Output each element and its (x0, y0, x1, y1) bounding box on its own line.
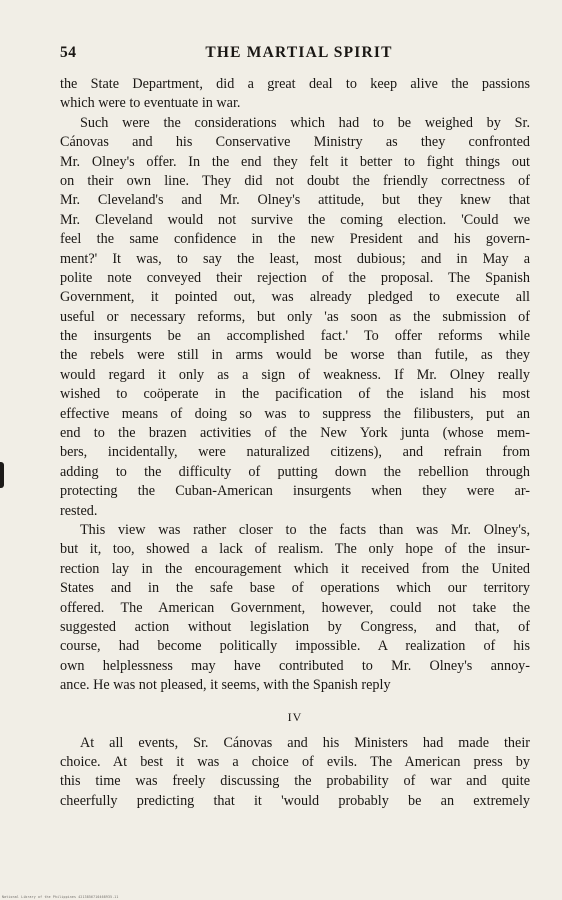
body-text (60, 75, 530, 811)
paragraph (60, 734, 530, 812)
text-line: end to the brazen activities of the New York junta (whose mem- (60, 425, 530, 442)
scan-edge-mark (0, 462, 4, 488)
text-line: wished to coöperate in the pacification of the island his most (60, 386, 530, 403)
text-line: This view was rather closer to the facts than was Mr. Olney's, (80, 521, 530, 538)
text-line: effective means of doing so was to suppress the filibusters, put an (60, 405, 530, 422)
scan-credit: National Library of the Philippines 4213856710468935.11 (2, 895, 119, 899)
text-line: useful or necessary reforms, but only 'as soon as the submission of (60, 308, 530, 325)
text-line: choice. At best it was a choice of evils. The American press by (60, 753, 530, 770)
text-line: polite note conveyed their rejection of the proposal. The Spanish (60, 269, 530, 286)
text-line: own helplessness may have contributed to Mr. Olney's annoy- (60, 657, 530, 674)
page-number: 54 (60, 44, 77, 61)
paragraph (60, 75, 530, 114)
page-header (60, 44, 528, 66)
text-line: rested. (60, 502, 98, 519)
text-line: the rebels were still in arms would be worse than futile, as they (60, 347, 530, 364)
text-line: feel the same confidence in the new President and his govern- (60, 231, 530, 248)
text-line: Mr. Cleveland would not survive the coming election. 'Could we (60, 211, 530, 228)
text-line: offered. The American Government, however, could not take the (60, 599, 530, 616)
paragraph (60, 114, 530, 521)
section-number: IV (287, 709, 303, 724)
running-head: THE MARTIAL SPIRIT (205, 44, 393, 61)
text-line: course, had become politically impossible. A realization of his (60, 638, 530, 655)
text-line: At all events, Sr. Cánovas and his Ministers had made their (80, 734, 530, 751)
text-line: protecting the Cuban-American insurgents when they were ar- (60, 483, 530, 500)
text-line: Such were the considerations which had to be weighed by Sr. (80, 114, 530, 131)
text-line: suggested action without legislation by Congress, and that, of (60, 618, 530, 635)
text-line: Cánovas and his Conservative Ministry as they confronted (60, 134, 530, 151)
text-line: cheerfully predicting that it 'would probably be an extremely (60, 792, 530, 809)
text-line: ment?' It was, to say the least, most dubious; and in May a (60, 250, 530, 267)
text-line: rection lay in the encouragement which it received from the United (60, 560, 530, 577)
text-line: this time was freely discussing the probability of war and quite (60, 773, 530, 790)
text-line: the insurgents be an accomplished fact.' To offer reforms while (60, 328, 530, 345)
text-line: on their own line. They did not doubt the friendly correctness of (60, 172, 530, 189)
text-line: adding to the difficulty of putting down the rebellion through (60, 463, 530, 480)
text-line: Mr. Cleveland's and Mr. Olney's attitude, but they knew that (60, 192, 530, 209)
text-line: Government, it pointed out, was already pledged to execute all (60, 289, 530, 306)
paragraph (60, 521, 530, 696)
text-line: but it, too, showed a lack of realism. The only hope of the insur- (60, 541, 530, 558)
text-line: which were to eventuate in war. (60, 95, 241, 112)
text-line: States and in the safe base of operations which our territory (60, 580, 530, 597)
text-line: Mr. Olney's offer. In the end they felt it better to fight things out (60, 153, 530, 170)
text-line: ance. He was not pleased, it seems, with the Spanish reply (60, 677, 391, 694)
text-line: the State Department, did a great deal to keep alive the passions (60, 76, 530, 92)
text-line: bers, incidentally, were naturalized citizens), and refrain from (60, 444, 530, 461)
text-line: would regard it only as a sign of weakness. If Mr. Olney really (60, 366, 530, 383)
